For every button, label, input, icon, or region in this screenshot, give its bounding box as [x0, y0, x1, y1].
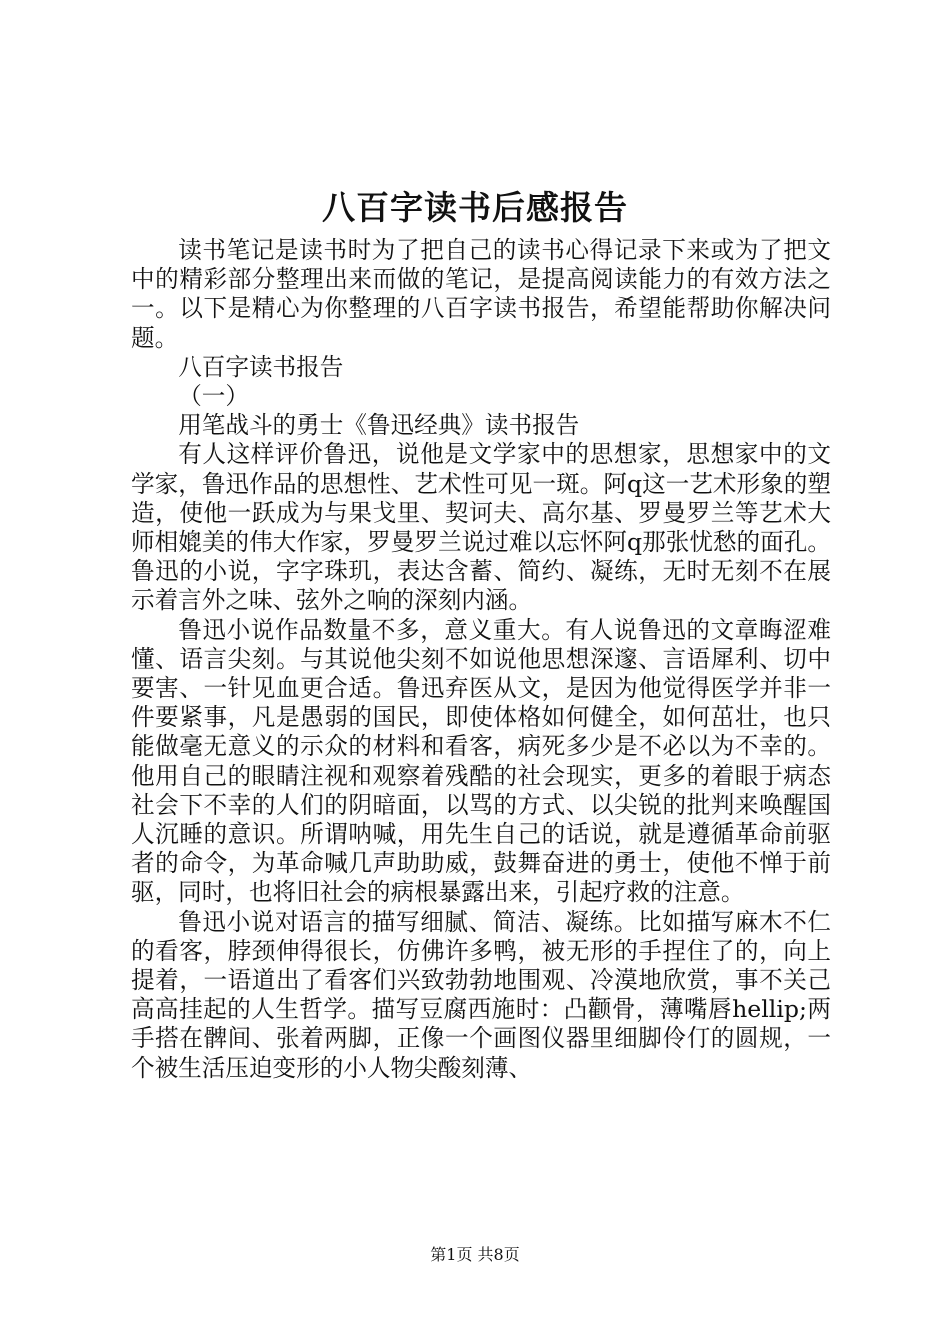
- document-body: [131, 236, 831, 1083]
- intro-paragraph: 读书笔记是读书时为了把自己的读书心得记录下来或为了把文中的精彩部分整理出来而做的笔记，是提高阅读能力的有效方法之一。以下是精心为你整理的八百字读书报告，希望能帮助你解决问题。: [131, 236, 831, 352]
- body-paragraph: 鲁迅小说对语言的描写细腻、简洁、凝练。比如描写麻木不仁的看客，脖颈伸得很长，仿佛许多鸭，被无形的手捏住了的，向上提着，一语道出了看客们兴致勃勃地围观、冷漠地欣赏，事不关己高高挂起的人生哲学。描写豆腐西施时：凸颧骨，薄嘴唇hellip;两手搭在髀间、张着两脚，正像一个画图仪器里细脚伶仃的圆规，一个被生活压迫变形的小人物尖酸刻薄、: [131, 907, 831, 1082]
- body-paragraph: 鲁迅小说作品数量不多，意义重大。有人说鲁迅的文章晦涩难懂、语言尖刻。与其说他尖刻不如说他思想深邃、言语犀利、切中要害、一针见血更合适。鲁迅弃医从文，是因为他觉得医学并非一件要紧事，凡是愚弱的国民，即使体格如何健全，如何茁壮，也只能做毫无意义的示众的材料和看客，病死多少是不必以为不幸的。他用自己的眼睛注视和观察着残酷的社会现实，更多的着眼于病态社会下不幸的人们的阴暗面，以骂的方式、以尖锐的批判来唤醒国人沉睡的意识。所谓呐喊，用先生自己的话说，就是遵循革命前驱者的命令，为革命喊几声助助威，鼓舞奋进的勇士，使他不惮于前驱，同时，也将旧社会的病根暴露出来，引起疗救的注意。: [131, 615, 831, 907]
- page-footer: 第1页 共8页: [430, 1245, 520, 1264]
- essay-title: 用笔战斗的勇士《鲁迅经典》读书报告: [178, 411, 580, 440]
- section-number: （一）: [178, 382, 249, 411]
- body-paragraph: 有人这样评价鲁迅，说他是文学家中的思想家，思想家中的文学家，鲁迅作品的思想性、艺术性可见一斑。阿q这一艺术形象的塑造，使他一跃成为与果戈里、契诃夫、高尔基、罗曼罗兰等艺术大师相媲美的伟大作家，罗曼罗兰说过难以忘怀阿q那张忧愁的面孔。鲁迅的小说，字字珠玑，表达含蓄、简约、凝练，无时无刻不在展示着言外之味、弦外之响的深刻内涵。: [131, 440, 831, 615]
- document-title: 八百字读书后感报告: [322, 188, 628, 227]
- section-heading: 八百字读书报告: [178, 352, 344, 381]
